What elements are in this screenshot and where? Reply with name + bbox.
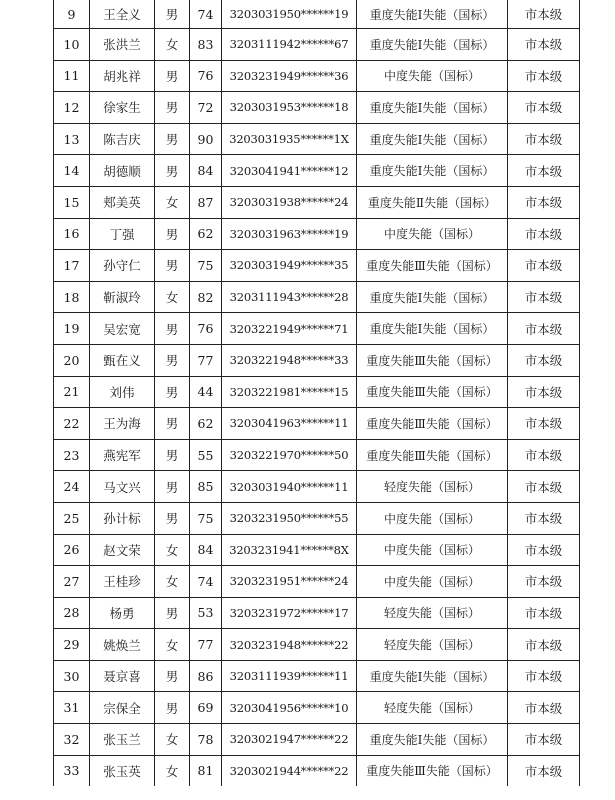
person-name-cell: 燕宪军 bbox=[90, 439, 155, 471]
table-row bbox=[54, 250, 580, 282]
admin-scope-cell: 市本级 bbox=[508, 471, 580, 503]
admin-scope-cell: 市本级 bbox=[508, 123, 580, 155]
admin-scope-cell: 市本级 bbox=[508, 0, 580, 29]
row-number-cell: 9 bbox=[54, 0, 90, 29]
admin-scope-cell: 市本级 bbox=[508, 344, 580, 376]
age-cell: 77 bbox=[190, 629, 222, 661]
table-row bbox=[54, 597, 580, 629]
person-name-cell: 丁强 bbox=[90, 218, 155, 250]
row-number-cell: 26 bbox=[54, 534, 90, 566]
admin-scope-cell: 市本级 bbox=[508, 92, 580, 124]
gender-cell: 男 bbox=[155, 597, 190, 629]
row-number-cell: 10 bbox=[54, 29, 90, 61]
disability-level-cell: 重度失能Ⅰ失能（国标） bbox=[357, 92, 508, 124]
person-name-cell: 孙计标 bbox=[90, 502, 155, 534]
id-number-cell: 3203231949******36 bbox=[222, 60, 357, 92]
admin-scope-cell: 市本级 bbox=[508, 281, 580, 313]
row-number-cell: 18 bbox=[54, 281, 90, 313]
age-cell: 76 bbox=[190, 60, 222, 92]
admin-scope-cell: 市本级 bbox=[508, 597, 580, 629]
age-cell: 81 bbox=[190, 755, 222, 786]
table-row bbox=[54, 502, 580, 534]
disability-level-cell: 重度失能Ⅰ失能（国标） bbox=[357, 0, 508, 29]
person-name-cell: 杨勇 bbox=[90, 597, 155, 629]
table-row bbox=[54, 344, 580, 376]
row-number-cell: 25 bbox=[54, 502, 90, 534]
id-number-cell: 3203221970******50 bbox=[222, 439, 357, 471]
disability-level-cell: 轻度失能（国标） bbox=[357, 692, 508, 724]
gender-cell: 男 bbox=[155, 344, 190, 376]
admin-scope-cell: 市本级 bbox=[508, 313, 580, 345]
row-number-cell: 13 bbox=[54, 123, 90, 155]
id-number-cell: 3203231941******8X bbox=[222, 534, 357, 566]
admin-scope-cell: 市本级 bbox=[508, 376, 580, 408]
row-number-cell: 12 bbox=[54, 92, 90, 124]
gender-cell: 男 bbox=[155, 439, 190, 471]
admin-scope-cell: 市本级 bbox=[508, 439, 580, 471]
age-cell: 76 bbox=[190, 313, 222, 345]
id-number-cell: 3203031940******11 bbox=[222, 471, 357, 503]
disability-level-cell: 重度失能Ⅱ失能（国标） bbox=[357, 186, 508, 218]
table-row bbox=[54, 660, 580, 692]
gender-cell: 女 bbox=[155, 629, 190, 661]
table-row bbox=[54, 408, 580, 440]
disability-level-cell: 重度失能Ⅲ失能（国标） bbox=[357, 408, 508, 440]
table-row bbox=[54, 692, 580, 724]
disability-level-cell: 重度失能Ⅰ失能（国标） bbox=[357, 281, 508, 313]
id-number-cell: 3203221948******33 bbox=[222, 344, 357, 376]
admin-scope-cell: 市本级 bbox=[508, 534, 580, 566]
gender-cell: 男 bbox=[155, 250, 190, 282]
person-name-cell: 甄在义 bbox=[90, 344, 155, 376]
table-row bbox=[54, 0, 580, 29]
table-row bbox=[54, 313, 580, 345]
id-number-cell: 3203031950******19 bbox=[222, 0, 357, 29]
disability-level-cell: 重度失能Ⅰ失能（国标） bbox=[357, 123, 508, 155]
admin-scope-cell: 市本级 bbox=[508, 155, 580, 187]
disability-assessment-table bbox=[53, 0, 580, 786]
id-number-cell: 3203221949******71 bbox=[222, 313, 357, 345]
person-name-cell: 胡德顺 bbox=[90, 155, 155, 187]
row-number-cell: 22 bbox=[54, 408, 90, 440]
admin-scope-cell: 市本级 bbox=[508, 660, 580, 692]
person-name-cell: 聂京喜 bbox=[90, 660, 155, 692]
admin-scope-cell: 市本级 bbox=[508, 629, 580, 661]
age-cell: 74 bbox=[190, 566, 222, 598]
disability-level-cell: 中度失能（国标） bbox=[357, 218, 508, 250]
age-cell: 62 bbox=[190, 408, 222, 440]
age-cell: 84 bbox=[190, 155, 222, 187]
gender-cell: 男 bbox=[155, 155, 190, 187]
age-cell: 84 bbox=[190, 534, 222, 566]
person-name-cell: 郏美英 bbox=[90, 186, 155, 218]
disability-level-cell: 重度失能Ⅲ失能（国标） bbox=[357, 344, 508, 376]
age-cell: 75 bbox=[190, 502, 222, 534]
row-number-cell: 14 bbox=[54, 155, 90, 187]
table-row bbox=[54, 123, 580, 155]
gender-cell: 男 bbox=[155, 660, 190, 692]
disability-level-cell: 重度失能Ⅲ失能（国标） bbox=[357, 439, 508, 471]
disability-level-cell: 重度失能Ⅰ失能（国标） bbox=[357, 29, 508, 61]
id-number-cell: 3203041956******10 bbox=[222, 692, 357, 724]
disability-level-cell: 中度失能（国标） bbox=[357, 502, 508, 534]
table-row bbox=[54, 281, 580, 313]
table-row bbox=[54, 218, 580, 250]
id-number-cell: 3203111943******28 bbox=[222, 281, 357, 313]
id-number-cell: 3203231948******22 bbox=[222, 629, 357, 661]
table-row bbox=[54, 724, 580, 756]
age-cell: 83 bbox=[190, 29, 222, 61]
id-number-cell: 3203111942******67 bbox=[222, 29, 357, 61]
age-cell: 86 bbox=[190, 660, 222, 692]
row-number-cell: 27 bbox=[54, 566, 90, 598]
age-cell: 55 bbox=[190, 439, 222, 471]
gender-cell: 男 bbox=[155, 502, 190, 534]
admin-scope-cell: 市本级 bbox=[508, 566, 580, 598]
age-cell: 78 bbox=[190, 724, 222, 756]
id-number-cell: 3203031953******18 bbox=[222, 92, 357, 124]
gender-cell: 女 bbox=[155, 186, 190, 218]
gender-cell: 男 bbox=[155, 60, 190, 92]
gender-cell: 男 bbox=[155, 0, 190, 29]
table-body bbox=[54, 0, 580, 786]
person-name-cell: 张洪兰 bbox=[90, 29, 155, 61]
table-row bbox=[54, 566, 580, 598]
person-name-cell: 王桂珍 bbox=[90, 566, 155, 598]
person-name-cell: 马文兴 bbox=[90, 471, 155, 503]
admin-scope-cell: 市本级 bbox=[508, 218, 580, 250]
table-row bbox=[54, 60, 580, 92]
person-name-cell: 张玉兰 bbox=[90, 724, 155, 756]
id-number-cell: 3203041963******11 bbox=[222, 408, 357, 440]
id-number-cell: 3203231951******24 bbox=[222, 566, 357, 598]
age-cell: 44 bbox=[190, 376, 222, 408]
person-name-cell: 靳淑玲 bbox=[90, 281, 155, 313]
admin-scope-cell: 市本级 bbox=[508, 250, 580, 282]
gender-cell: 男 bbox=[155, 313, 190, 345]
person-name-cell: 王为海 bbox=[90, 408, 155, 440]
disability-level-cell: 重度失能Ⅰ失能（国标） bbox=[357, 155, 508, 187]
gender-cell: 女 bbox=[155, 29, 190, 61]
id-number-cell: 3203021947******22 bbox=[222, 724, 357, 756]
person-name-cell: 赵文荣 bbox=[90, 534, 155, 566]
admin-scope-cell: 市本级 bbox=[508, 186, 580, 218]
person-name-cell: 王全义 bbox=[90, 0, 155, 29]
gender-cell: 男 bbox=[155, 408, 190, 440]
age-cell: 53 bbox=[190, 597, 222, 629]
person-name-cell: 陈吉庆 bbox=[90, 123, 155, 155]
table-row bbox=[54, 439, 580, 471]
gender-cell: 女 bbox=[155, 566, 190, 598]
admin-scope-cell: 市本级 bbox=[508, 724, 580, 756]
gender-cell: 男 bbox=[155, 471, 190, 503]
row-number-cell: 32 bbox=[54, 724, 90, 756]
disability-level-cell: 重度失能Ⅰ失能（国标） bbox=[357, 313, 508, 345]
age-cell: 69 bbox=[190, 692, 222, 724]
id-number-cell: 3203031949******35 bbox=[222, 250, 357, 282]
person-name-cell: 孙守仁 bbox=[90, 250, 155, 282]
table-row bbox=[54, 29, 580, 61]
table-row bbox=[54, 471, 580, 503]
row-number-cell: 31 bbox=[54, 692, 90, 724]
disability-level-cell: 轻度失能（国标） bbox=[357, 597, 508, 629]
id-number-cell: 3203041941******12 bbox=[222, 155, 357, 187]
disability-level-cell: 中度失能（国标） bbox=[357, 566, 508, 598]
disability-level-cell: 轻度失能（国标） bbox=[357, 471, 508, 503]
row-number-cell: 23 bbox=[54, 439, 90, 471]
admin-scope-cell: 市本级 bbox=[508, 60, 580, 92]
row-number-cell: 20 bbox=[54, 344, 90, 376]
disability-level-cell: 中度失能（国标） bbox=[357, 534, 508, 566]
age-cell: 85 bbox=[190, 471, 222, 503]
row-number-cell: 16 bbox=[54, 218, 90, 250]
gender-cell: 男 bbox=[155, 692, 190, 724]
id-number-cell: 3203231972******17 bbox=[222, 597, 357, 629]
admin-scope-cell: 市本级 bbox=[508, 408, 580, 440]
id-number-cell: 3203221981******15 bbox=[222, 376, 357, 408]
table-row bbox=[54, 376, 580, 408]
gender-cell: 女 bbox=[155, 724, 190, 756]
age-cell: 82 bbox=[190, 281, 222, 313]
row-number-cell: 19 bbox=[54, 313, 90, 345]
row-number-cell: 17 bbox=[54, 250, 90, 282]
person-name-cell: 刘伟 bbox=[90, 376, 155, 408]
id-number-cell: 3203231950******55 bbox=[222, 502, 357, 534]
row-number-cell: 15 bbox=[54, 186, 90, 218]
person-name-cell: 胡兆祥 bbox=[90, 60, 155, 92]
gender-cell: 女 bbox=[155, 534, 190, 566]
id-number-cell: 3203031935******1X bbox=[222, 123, 357, 155]
row-number-cell: 24 bbox=[54, 471, 90, 503]
table-row bbox=[54, 186, 580, 218]
row-number-cell: 30 bbox=[54, 660, 90, 692]
id-number-cell: 3203111939******11 bbox=[222, 660, 357, 692]
age-cell: 72 bbox=[190, 92, 222, 124]
row-number-cell: 28 bbox=[54, 597, 90, 629]
age-cell: 75 bbox=[190, 250, 222, 282]
disability-level-cell: 重度失能Ⅲ失能（国标） bbox=[357, 250, 508, 282]
disability-level-cell: 中度失能（国标） bbox=[357, 60, 508, 92]
gender-cell: 女 bbox=[155, 281, 190, 313]
admin-scope-cell: 市本级 bbox=[508, 692, 580, 724]
age-cell: 74 bbox=[190, 0, 222, 29]
age-cell: 90 bbox=[190, 123, 222, 155]
disability-level-cell: 重度失能Ⅰ失能（国标） bbox=[357, 660, 508, 692]
admin-scope-cell: 市本级 bbox=[508, 755, 580, 786]
table-row bbox=[54, 629, 580, 661]
person-name-cell: 张玉英 bbox=[90, 755, 155, 786]
row-number-cell: 29 bbox=[54, 629, 90, 661]
row-number-cell: 21 bbox=[54, 376, 90, 408]
id-number-cell: 3203031938******24 bbox=[222, 186, 357, 218]
person-name-cell: 宗保全 bbox=[90, 692, 155, 724]
age-cell: 62 bbox=[190, 218, 222, 250]
disability-level-cell: 重度失能Ⅰ失能（国标） bbox=[357, 724, 508, 756]
person-name-cell: 姚焕兰 bbox=[90, 629, 155, 661]
table-row bbox=[54, 755, 580, 786]
disability-level-cell: 轻度失能（国标） bbox=[357, 629, 508, 661]
gender-cell: 男 bbox=[155, 92, 190, 124]
person-name-cell: 徐家生 bbox=[90, 92, 155, 124]
gender-cell: 男 bbox=[155, 376, 190, 408]
disability-level-cell: 重度失能Ⅲ失能（国标） bbox=[357, 376, 508, 408]
id-number-cell: 3203021944******22 bbox=[222, 755, 357, 786]
person-name-cell: 吴宏宽 bbox=[90, 313, 155, 345]
row-number-cell: 33 bbox=[54, 755, 90, 786]
id-number-cell: 3203031963******19 bbox=[222, 218, 357, 250]
table-row bbox=[54, 534, 580, 566]
gender-cell: 男 bbox=[155, 218, 190, 250]
disability-level-cell: 重度失能Ⅲ失能（国标） bbox=[357, 755, 508, 786]
age-cell: 87 bbox=[190, 186, 222, 218]
table-row bbox=[54, 155, 580, 187]
admin-scope-cell: 市本级 bbox=[508, 502, 580, 534]
table-row bbox=[54, 92, 580, 124]
gender-cell: 女 bbox=[155, 755, 190, 786]
row-number-cell: 11 bbox=[54, 60, 90, 92]
age-cell: 77 bbox=[190, 344, 222, 376]
admin-scope-cell: 市本级 bbox=[508, 29, 580, 61]
gender-cell: 男 bbox=[155, 123, 190, 155]
